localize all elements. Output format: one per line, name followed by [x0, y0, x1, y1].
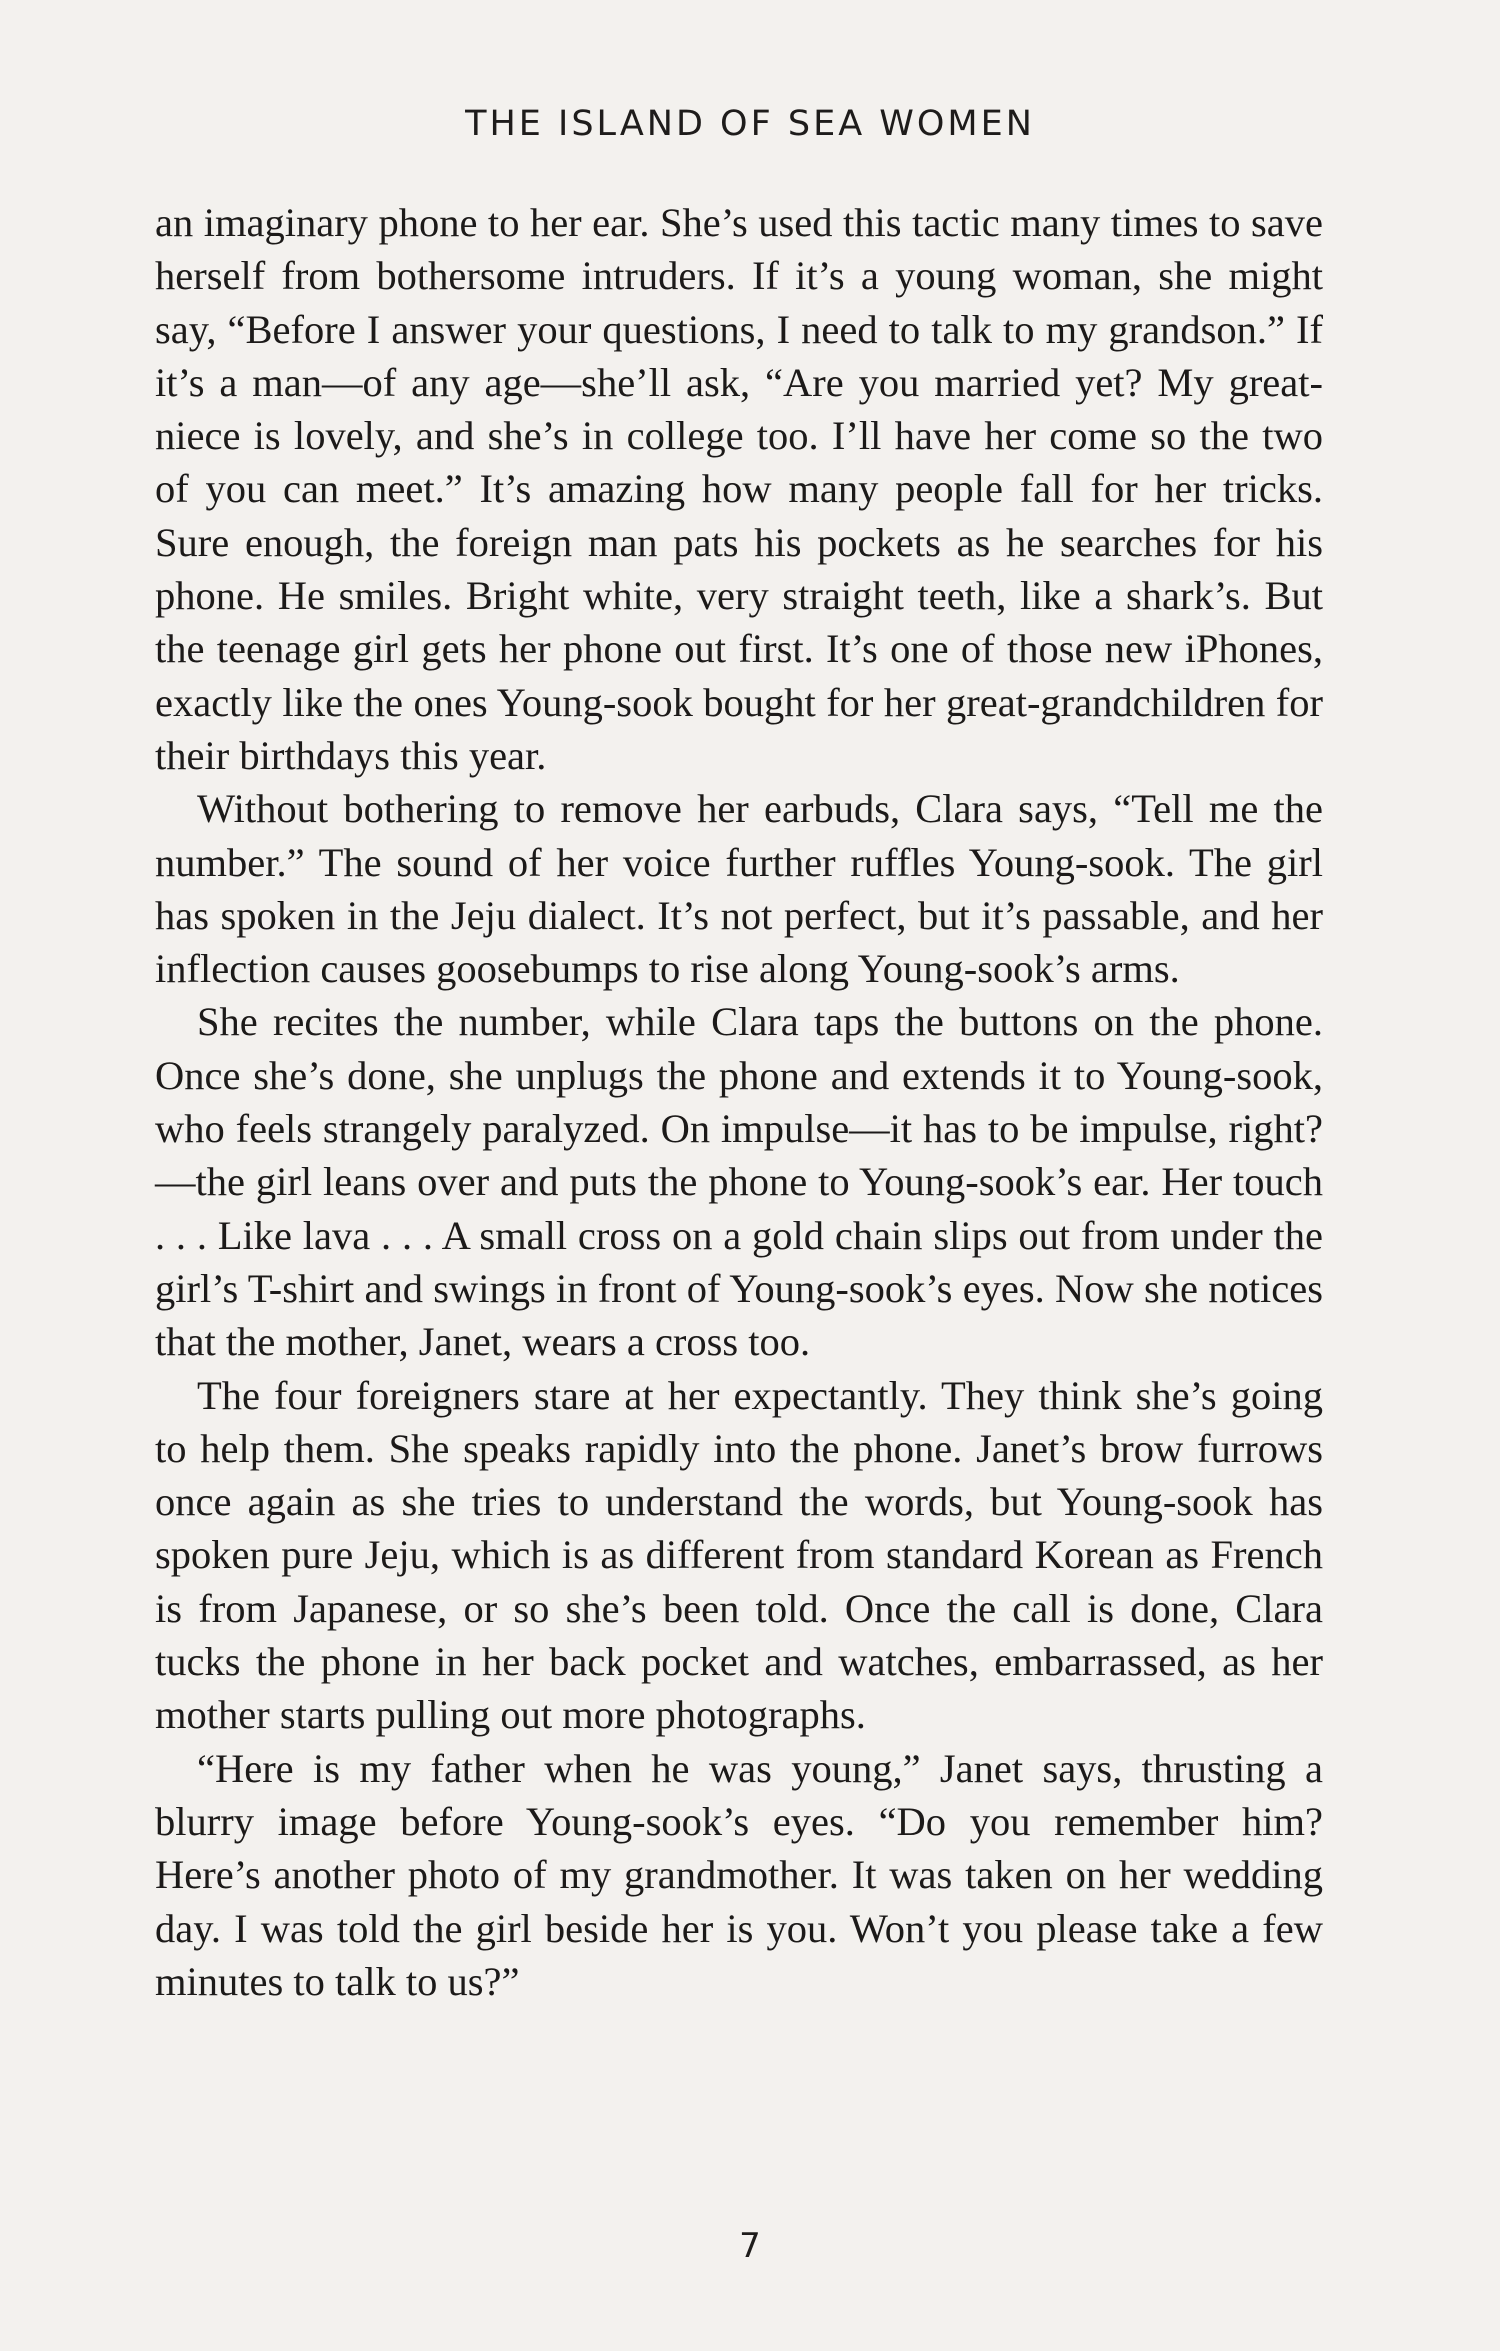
paragraph-2: Without bothering to remove her earbuds, Clara says, “Tell me the number.” The sound of her voice further ruffles Young-sook. The girl has spoken in the Jeju dialect. It’s not perfect, but it’s passable, and her inflection causes goosebumps to rise along Young-sook’s arms. — [155, 786, 1323, 992]
body-text — [155, 196, 1323, 2008]
running-head: THE ISLAND OF SEA WOMEN — [465, 104, 1035, 144]
paragraph-1: an imaginary phone to her ear. She’s used this tactic many times to save herself from bothersome intruders. If it’s a young woman, she might say, “Before I answer your questions, I need to talk to my grandson.” If it’s a man—of any age—she’ll ask, “Are you married yet? My great-niece is lovely, and she’s in college too. I’ll have her come so the two of you can meet.” It’s amazing how many people fall for her tricks. Sure enough, the foreign man pats his pockets as he searches for his phone. He smiles. Bright white, very straight teeth, like a shark’s. But the teenage girl gets her phone out first. It’s one of those new iPhones, exactly like the ones Young-sook bought for her great-grandchildren for their birthdays this year. — [155, 200, 1323, 778]
paragraph-5: “Here is my father when he was young,” Janet says, thrusting a blurry image before Young-sook’s eyes. “Do you remember him? Here’s another photo of my grandmother. It was taken on her wedding day. I was told the girl beside her is you. Won’t you please take a few minutes to talk to us?” — [155, 1745, 1323, 2004]
paragraph-4: The four foreigners stare at her expectantly. They think she’s going to help them. She speaks rapidly into the phone. Janet’s brow furrows once again as she tries to understand the words, but Young-sook has spoken pure Jeju, which is as different from standard Korean as French is from Japanese, or so she’s been told. Once the call is done, Clara tucks the phone in her back pocket and watches, embarrassed, as her mother starts pulling out more photographs. — [155, 1372, 1323, 1738]
paragraph-3: She recites the number, while Clara taps the buttons on the phone. Once she’s done, she unplugs the phone and extends it to Young-sook, who feels strangely paralyzed. On impulse—it has to be impulse, right?—the girl leans over and puts the phone to Young-sook’s ear. Her touch . . . Like lava . . . A small cross on a gold chain slips out from under the girl’s T-shirt and swings in front of Young-sook’s eyes. Now she notices that the mother, Janet, wears a cross too. — [155, 999, 1323, 1365]
page-number: 7 — [739, 2226, 761, 2266]
